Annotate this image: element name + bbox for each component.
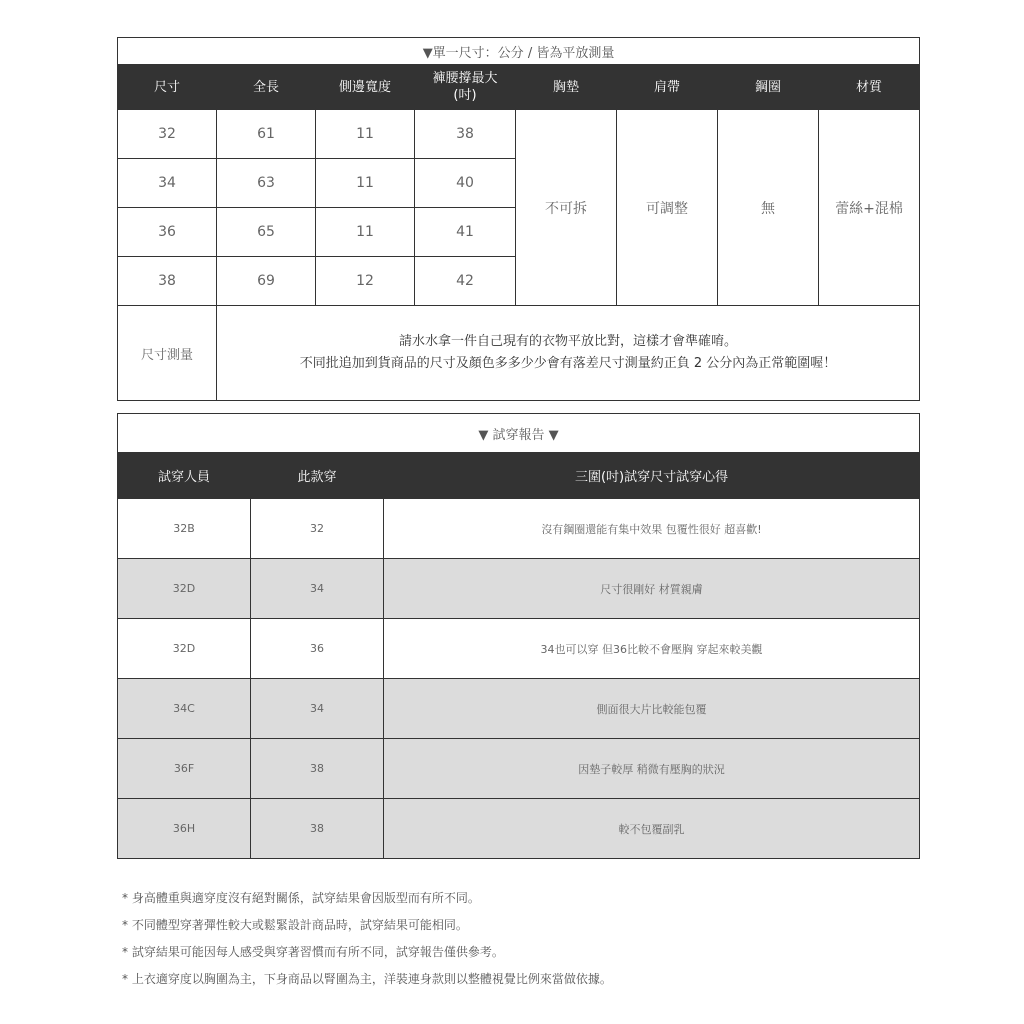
review-cell: 較不包覆副乳 — [384, 799, 920, 859]
fit-report-row — [118, 619, 920, 679]
fit-report-row — [118, 559, 920, 619]
size-worn-cell: 34 — [251, 559, 384, 619]
header-tester: 試穿人員 — [118, 453, 251, 499]
header-waist-max-unit: (吋) — [453, 88, 477, 103]
header-wire: 鋼圈 — [718, 65, 819, 110]
size-cell: 34 — [118, 159, 217, 208]
fit-report-header — [118, 453, 920, 499]
tester-cell: 32D — [118, 619, 251, 679]
header-side-width: 側邊寬度 — [316, 65, 415, 110]
header-waist-max — [415, 65, 516, 110]
fit-report-row — [118, 799, 920, 859]
size-worn-cell: 32 — [251, 499, 384, 559]
waist-cell: 42 — [415, 257, 516, 306]
fit-report-row — [118, 739, 920, 799]
side-width-cell: 12 — [316, 257, 415, 306]
header-size: 尺寸 — [118, 65, 217, 110]
waist-cell: 38 — [415, 110, 516, 159]
size-worn-cell: 34 — [251, 679, 384, 739]
header-pad: 胸墊 — [516, 65, 617, 110]
header-material: 材質 — [819, 65, 920, 110]
length-cell: 65 — [217, 208, 316, 257]
review-cell: 沒有鋼圈還能有集中效果 包覆性很好 超喜歡! — [384, 499, 920, 559]
side-width-cell: 11 — [316, 159, 415, 208]
size-cell: 38 — [118, 257, 217, 306]
measurement-note-line: 請水水拿一件自己現有的衣物平放比對，這樣才會準確唷。 — [399, 334, 738, 349]
strap-value: 可調整 — [617, 110, 718, 306]
fit-report-row — [118, 499, 920, 559]
wire-value: 無 — [718, 110, 819, 306]
header-size-worn: 此款穿 — [251, 453, 384, 499]
size-table-caption: ▼單一尺寸：公分 / 皆為平放測量 — [118, 38, 920, 65]
size-worn-cell: 38 — [251, 799, 384, 859]
size-cell: 32 — [118, 110, 217, 159]
material-value: 蕾絲+混棉 — [819, 110, 920, 306]
header-waist-max-line1: 褲腰撐最大 — [432, 71, 498, 86]
waist-cell: 40 — [415, 159, 516, 208]
tester-cell: 32D — [118, 559, 251, 619]
size-worn-cell: 38 — [251, 739, 384, 799]
footnote: * 試穿結果可能因每人感受與穿著習慣而有所不同，試穿報告僅供參考。 — [122, 945, 504, 959]
header-length: 全長 — [217, 65, 316, 110]
waist-cell: 41 — [415, 208, 516, 257]
side-width-cell: 11 — [316, 110, 415, 159]
fit-report-caption: ▼ 試穿報告 ▼ — [118, 414, 920, 453]
length-cell: 61 — [217, 110, 316, 159]
review-cell: 側面很大片比較能包覆 — [384, 679, 920, 739]
review-cell: 因墊子較厚 稍微有壓胸的狀況 — [384, 739, 920, 799]
measurement-note — [217, 306, 920, 401]
tester-cell: 34C — [118, 679, 251, 739]
pad-value: 不可拆 — [516, 110, 617, 306]
side-width-cell: 11 — [316, 208, 415, 257]
footnote: * 上衣適穿度以胸圍為主，下身商品以腎圍為主，洋裝連身款則以整體視覺比例來當做依據。 — [122, 972, 612, 986]
footnote: * 身高體重與適穿度沒有絕對關係，試穿結果會因版型而有所不同。 — [122, 891, 480, 905]
footnotes — [122, 888, 612, 996]
tester-cell: 36H — [118, 799, 251, 859]
size-table-header — [118, 65, 920, 110]
size-worn-cell: 36 — [251, 619, 384, 679]
length-cell: 69 — [217, 257, 316, 306]
fit-report-row — [118, 679, 920, 739]
review-cell: 34也可以穿 但36比較不會壓胸 穿起來較美觀 — [384, 619, 920, 679]
tester-cell: 36F — [118, 739, 251, 799]
review-cell: 尺寸很剛好 材質親膚 — [384, 559, 920, 619]
length-cell: 63 — [217, 159, 316, 208]
measurement-note-line: 不同批追加到貨商品的尺寸及顏色多多少少會有落差尺寸測量約正負 2 公分內為正常範圍喔！ — [299, 356, 837, 371]
header-strap: 肩帶 — [617, 65, 718, 110]
header-review: 三圍(吋)試穿尺寸試穿心得 — [384, 453, 920, 499]
measurement-note-label: 尺寸測量 — [118, 306, 217, 401]
size-table — [117, 37, 920, 401]
fit-report-table — [117, 413, 920, 859]
tester-cell: 32B — [118, 499, 251, 559]
footnote: * 不同體型穿著彈性較大或鬆緊設計商品時，試穿結果可能相同。 — [122, 918, 468, 932]
size-cell: 36 — [118, 208, 217, 257]
size-row — [118, 110, 920, 159]
